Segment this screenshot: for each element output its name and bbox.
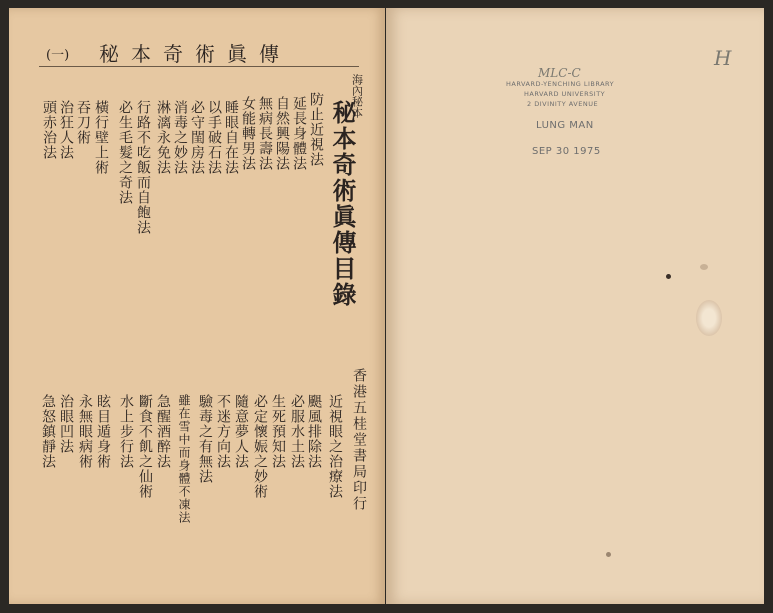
list-item: 近視眼之治療法 [327, 394, 343, 499]
main-title: 秘本奇術眞傳目錄 [328, 100, 357, 308]
list-item: 雖在雪中而身體不凍法 [177, 394, 191, 524]
list-item: 驗毒之有無法 [197, 394, 213, 484]
corner-mark: H [714, 46, 732, 70]
paper-spot [666, 274, 671, 279]
left-page [9, 8, 385, 604]
list-item: 橫行壁上術 [93, 100, 109, 175]
list-item: 急醒酒醉法 [155, 394, 171, 469]
list-item: 必服水土法 [289, 394, 305, 469]
list-item: 睡眼自在法 [223, 100, 239, 175]
paper-spot [700, 264, 708, 270]
printer-imprint: 香港五桂堂書局印行 [351, 368, 367, 512]
list-item: 斷食不飢之仙術 [137, 394, 153, 499]
list-item: 隨意夢人法 [233, 394, 249, 469]
library-stamp-line: HARVARD-YENCHING LIBRARY [506, 80, 615, 88]
handwritten-stamp-code: MLC-C [538, 66, 581, 80]
list-item: 颶風排除法 [306, 394, 322, 469]
list-item: 治眼凹法 [58, 394, 74, 454]
list-item: 必生毛髮之奇法 [117, 100, 133, 205]
header-rule [39, 66, 359, 67]
library-stamp-line: HARVARD UNIVERSITY [524, 90, 606, 98]
publisher-label: 海內秘本 [350, 74, 364, 118]
list-item: 淋漓永免法 [155, 100, 171, 175]
paper-stain [696, 300, 722, 336]
list-item: 必守閨房法 [189, 100, 205, 175]
paper-spot [606, 552, 611, 557]
right-page [386, 8, 764, 604]
list-item: 自然興陽法 [274, 96, 290, 171]
list-item: 行路不吃飯而自飽法 [135, 100, 151, 235]
list-item: 以手破石法 [206, 100, 222, 175]
list-item: 生死預知法 [270, 394, 286, 469]
stamp-name: LUNG MAN [536, 120, 594, 131]
list-item: 防止近視法 [308, 92, 324, 167]
list-item: 眩目遁身術 [95, 394, 111, 469]
list-item: 水上步行法 [118, 394, 134, 469]
list-item: 頭赤治法 [41, 100, 57, 160]
list-item: 女能轉男法 [240, 96, 256, 171]
list-item: 延長身體法 [291, 96, 307, 171]
library-stamp-line: 2 DIVINITY AVENUE [527, 100, 599, 108]
list-item: 無病長壽法 [257, 96, 273, 171]
list-item: 永無眼病術 [77, 394, 93, 469]
header-title: 秘本奇術眞傳 [99, 42, 291, 66]
list-item: 治狂人法 [58, 100, 74, 160]
list-item: 消毒之妙法 [172, 100, 188, 175]
list-item: 吞刀術 [75, 100, 91, 145]
list-item: 急怒鎮靜法 [40, 394, 56, 469]
stamp-date: SEP 30 1975 [532, 146, 601, 157]
page-number: (一) [46, 48, 70, 63]
list-item: 必定懷娠之妙術 [252, 394, 268, 499]
list-item: 不迷方向法 [215, 394, 231, 469]
